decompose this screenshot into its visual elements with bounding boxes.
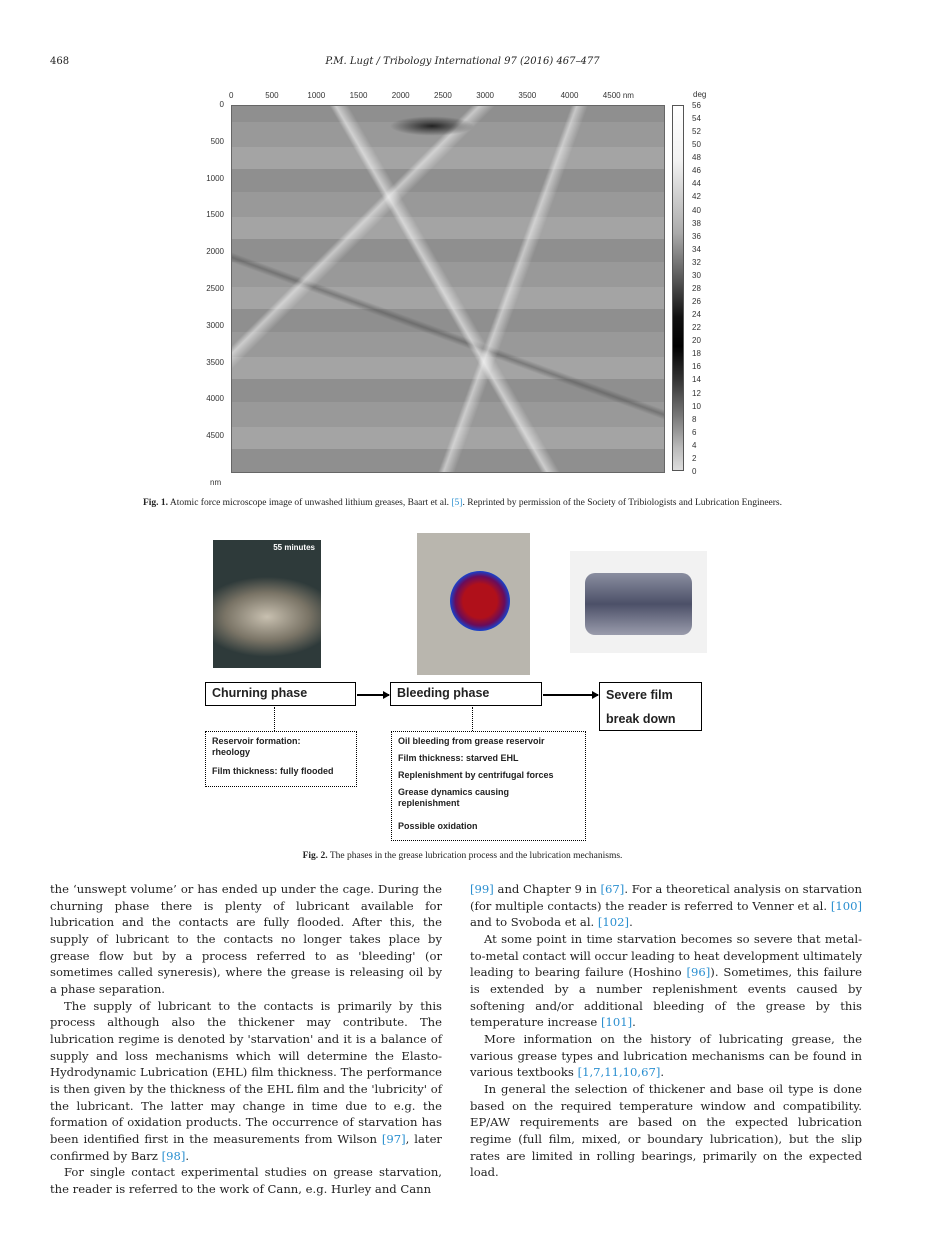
interferometry-image bbox=[417, 533, 530, 675]
text: . bbox=[629, 915, 633, 930]
citation-link[interactable]: [102] bbox=[597, 915, 630, 930]
citation-link[interactable]: [1,7,11,10,67] bbox=[577, 1065, 661, 1080]
text: In general the selection of thickener and base oil type is done based on the required temperature window and compatibility. EP/AW requirements are based on the expected lubrication regime (full film, mixed, or boundary lubrication), but the slip rates are limited in rolling bearings, primarily on the expected load. bbox=[470, 1081, 862, 1180]
colorbar-tick-label: 30 bbox=[692, 270, 701, 280]
colorbar-tick-label: 10 bbox=[692, 401, 701, 411]
note: Possible oxidation bbox=[398, 821, 478, 831]
connector bbox=[472, 707, 473, 731]
note: Film thickness: fully flooded bbox=[212, 766, 334, 776]
text: More information on the history of lubricating grease, the various grease types and lubrication mechanisms can be found in various textbooks bbox=[470, 1031, 862, 1080]
y-tick-label: 4500 bbox=[206, 431, 224, 441]
colorbar-tick-label: 46 bbox=[692, 166, 701, 176]
colorbar-tick-label: 44 bbox=[692, 179, 701, 189]
y-tick-label: 0 bbox=[219, 100, 224, 109]
y-tick-label: 2000 bbox=[206, 247, 224, 257]
paragraph bbox=[50, 998, 442, 1165]
y-tick-label: 1000 bbox=[206, 173, 224, 183]
colorbar-tick-label: 52 bbox=[692, 127, 701, 137]
colorbar-tick-label: 20 bbox=[692, 336, 701, 346]
y-tick-label: 1500 bbox=[206, 210, 224, 220]
colorbar-tick-label: 12 bbox=[692, 388, 701, 398]
afm-image bbox=[231, 105, 665, 473]
paragraph bbox=[470, 881, 862, 931]
colorbar-tick-label: 18 bbox=[692, 349, 701, 359]
colorbar-tick-label: 50 bbox=[692, 140, 701, 150]
caption-text: Atomic force microscope image of unwashed lithium greases, Baart et al. bbox=[168, 498, 452, 508]
text: At some point in time starvation becomes so severe that metal-to-metal contact will occur leading to heat development ultimately leading to bearing failure (Hoshino bbox=[470, 931, 862, 980]
colorbar-tick-label: 32 bbox=[692, 257, 701, 267]
colorbar-tick-label: 28 bbox=[692, 283, 701, 293]
running-header: P.M. Lugt / Tribology International 97 (2016) 467–477 bbox=[325, 56, 600, 67]
x-tick-label: 1500 bbox=[349, 91, 368, 100]
photo-label: 55 minutes bbox=[273, 543, 315, 552]
x-tick-label: 3000 bbox=[476, 91, 494, 100]
x-tick-label: 500 bbox=[265, 91, 279, 100]
figure-2-caption bbox=[0, 851, 925, 861]
colorbar-tick-label: 0 bbox=[692, 466, 697, 476]
arrow-icon bbox=[543, 694, 598, 696]
x-tick-label: 2000 bbox=[391, 91, 410, 100]
text: and Chapter 9 in bbox=[493, 882, 601, 896]
y-tick-label: 3000 bbox=[206, 320, 224, 330]
colorbar-tick-label: 56 bbox=[692, 101, 701, 110]
paragraph bbox=[470, 1031, 862, 1081]
note: Oil bleeding from grease reservoir bbox=[398, 736, 545, 746]
colorbar-tick-label: 26 bbox=[692, 297, 701, 307]
bleeding-phase-box: Bleeding phase bbox=[390, 682, 542, 706]
paragraph bbox=[470, 1081, 862, 1181]
text: The supply of lubricant to the contacts is primarily by this process although also the thickener may contribute. The lubrication regime is denoted by 'starvation' and it is a balance of supply and loss mechanisms which will determine the Elasto-Hydrodynamic Lubrication (EHL) film thickness. The performance is then given by the thickness of the EHL film and the 'lubricity' of the lubricant. The latter may change in time due to e.g. the formation of oxidation products. The occurrence of starvation has been identified first in the measurements from Wilson bbox=[50, 998, 442, 1146]
bleeding-notes-box bbox=[391, 731, 586, 841]
colorbar bbox=[672, 105, 684, 471]
colorbar-tick-label: 2 bbox=[692, 453, 697, 463]
x-tick-label: 4000 bbox=[560, 91, 579, 100]
grease-photo bbox=[213, 540, 321, 668]
text: the ‘unswept volume’ or has ended up under the cage. During the churning phase there is plenty of lubricant available for lubrication and the contacts are fully flooded. After this, the supply of lubricant to the contacts no longer takes place by grease flow but by a process referred to as 'bleeding' (or sometimes called syneresis), where the grease is releasing oil by a phase separation. bbox=[50, 882, 442, 996]
colorbar-tick-label: 24 bbox=[692, 310, 701, 320]
note: Reservoir formation: rheology bbox=[212, 736, 301, 757]
x-tick-label: 4500 nm bbox=[602, 91, 634, 100]
y-tick-label: 2500 bbox=[206, 284, 224, 293]
colorbar-unit: deg bbox=[693, 90, 707, 99]
note: Film thickness: starved EHL bbox=[398, 753, 519, 763]
figure-1-caption bbox=[0, 498, 925, 508]
colorbar-tick-label: 40 bbox=[692, 205, 701, 215]
citation-link[interactable]: [5] bbox=[451, 498, 463, 508]
body-column-right bbox=[470, 881, 862, 1181]
colorbar-tick-label: 8 bbox=[692, 414, 697, 424]
citation-link[interactable]: [99] bbox=[470, 882, 494, 896]
paragraph bbox=[470, 931, 862, 1031]
caption-label: Fig. 1. bbox=[142, 498, 169, 508]
colorbar-tick-label: 14 bbox=[692, 375, 701, 385]
colorbar-tick-label: 4 bbox=[692, 440, 697, 450]
caption-label: Fig. 2. bbox=[302, 851, 328, 861]
arrow-icon bbox=[357, 694, 389, 696]
x-tick-label: 3500 bbox=[518, 91, 537, 100]
text: . bbox=[632, 1015, 636, 1030]
note: Grease dynamics causing replenishment bbox=[398, 787, 510, 808]
text: and to Svoboda et al. bbox=[470, 915, 598, 930]
y-tick-label: 3500 bbox=[206, 357, 224, 367]
colorbar-tick-label: 38 bbox=[692, 218, 701, 228]
body-column-left bbox=[50, 881, 442, 1197]
caption-text: The phases in the grease lubrication process and the lubrication mechanisms. bbox=[327, 851, 623, 861]
y-tick-label: 4000 bbox=[206, 394, 224, 404]
paragraph bbox=[50, 881, 442, 998]
page-number: 468 bbox=[50, 56, 70, 67]
colorbar-tick-label: 54 bbox=[692, 114, 701, 124]
paragraph bbox=[50, 1164, 442, 1197]
citation-link[interactable]: [100] bbox=[830, 898, 862, 913]
bearing-photo bbox=[570, 551, 707, 653]
box-line: break down bbox=[606, 712, 676, 726]
caption-text: . Reprinted by permission of the Society of Tribiologists and Lubrication Engineers. bbox=[462, 498, 782, 508]
x-tick-label: 2500 bbox=[434, 91, 452, 100]
box-line: Severe film bbox=[606, 688, 673, 702]
text: ). Sometimes, this failure is extended by a number replenishment events caused by softening and/or additional bleeding of the grease by this temperature increase bbox=[470, 965, 863, 1030]
x-tick-label: 1000 bbox=[307, 91, 326, 100]
citation-link[interactable]: [101] bbox=[600, 1015, 633, 1030]
text: , later confirmed by Barz bbox=[50, 1131, 442, 1163]
y-axis-unit: nm bbox=[210, 478, 222, 487]
colorbar-tick-label: 34 bbox=[692, 244, 701, 254]
colorbar-tick-label: 42 bbox=[692, 192, 701, 202]
colorbar-tick-label: 36 bbox=[692, 231, 701, 241]
text: . bbox=[660, 1065, 665, 1080]
citation-link[interactable]: [67] bbox=[600, 882, 625, 896]
churning-notes-box bbox=[205, 731, 357, 787]
note: Replenishment by centrifugal forces bbox=[398, 770, 554, 780]
severe-film-box bbox=[599, 682, 702, 731]
connector bbox=[274, 707, 275, 731]
citation-link[interactable]: [98] bbox=[161, 1148, 186, 1163]
y-tick-label: 500 bbox=[210, 136, 224, 146]
colorbar-tick-label: 16 bbox=[692, 362, 701, 372]
colorbar-tick-label: 22 bbox=[692, 323, 701, 333]
text: . bbox=[185, 1148, 190, 1163]
citation-link[interactable]: [96] bbox=[686, 965, 711, 980]
text: . For a theoretical analysis on starvation (for multiple contacts) the reader is referred to Venner et al. bbox=[470, 882, 863, 913]
colorbar-tick-label: 6 bbox=[692, 427, 697, 437]
x-tick-label: 0 bbox=[229, 91, 234, 100]
text: For single contact experimental studies on grease starvation, the reader is referred to the work of Cann, e.g. Hurley and Cann bbox=[50, 1165, 442, 1196]
colorbar-tick-label: 48 bbox=[692, 153, 701, 163]
churning-phase-box: Churning phase bbox=[205, 682, 356, 706]
citation-link[interactable]: [97] bbox=[381, 1131, 406, 1146]
